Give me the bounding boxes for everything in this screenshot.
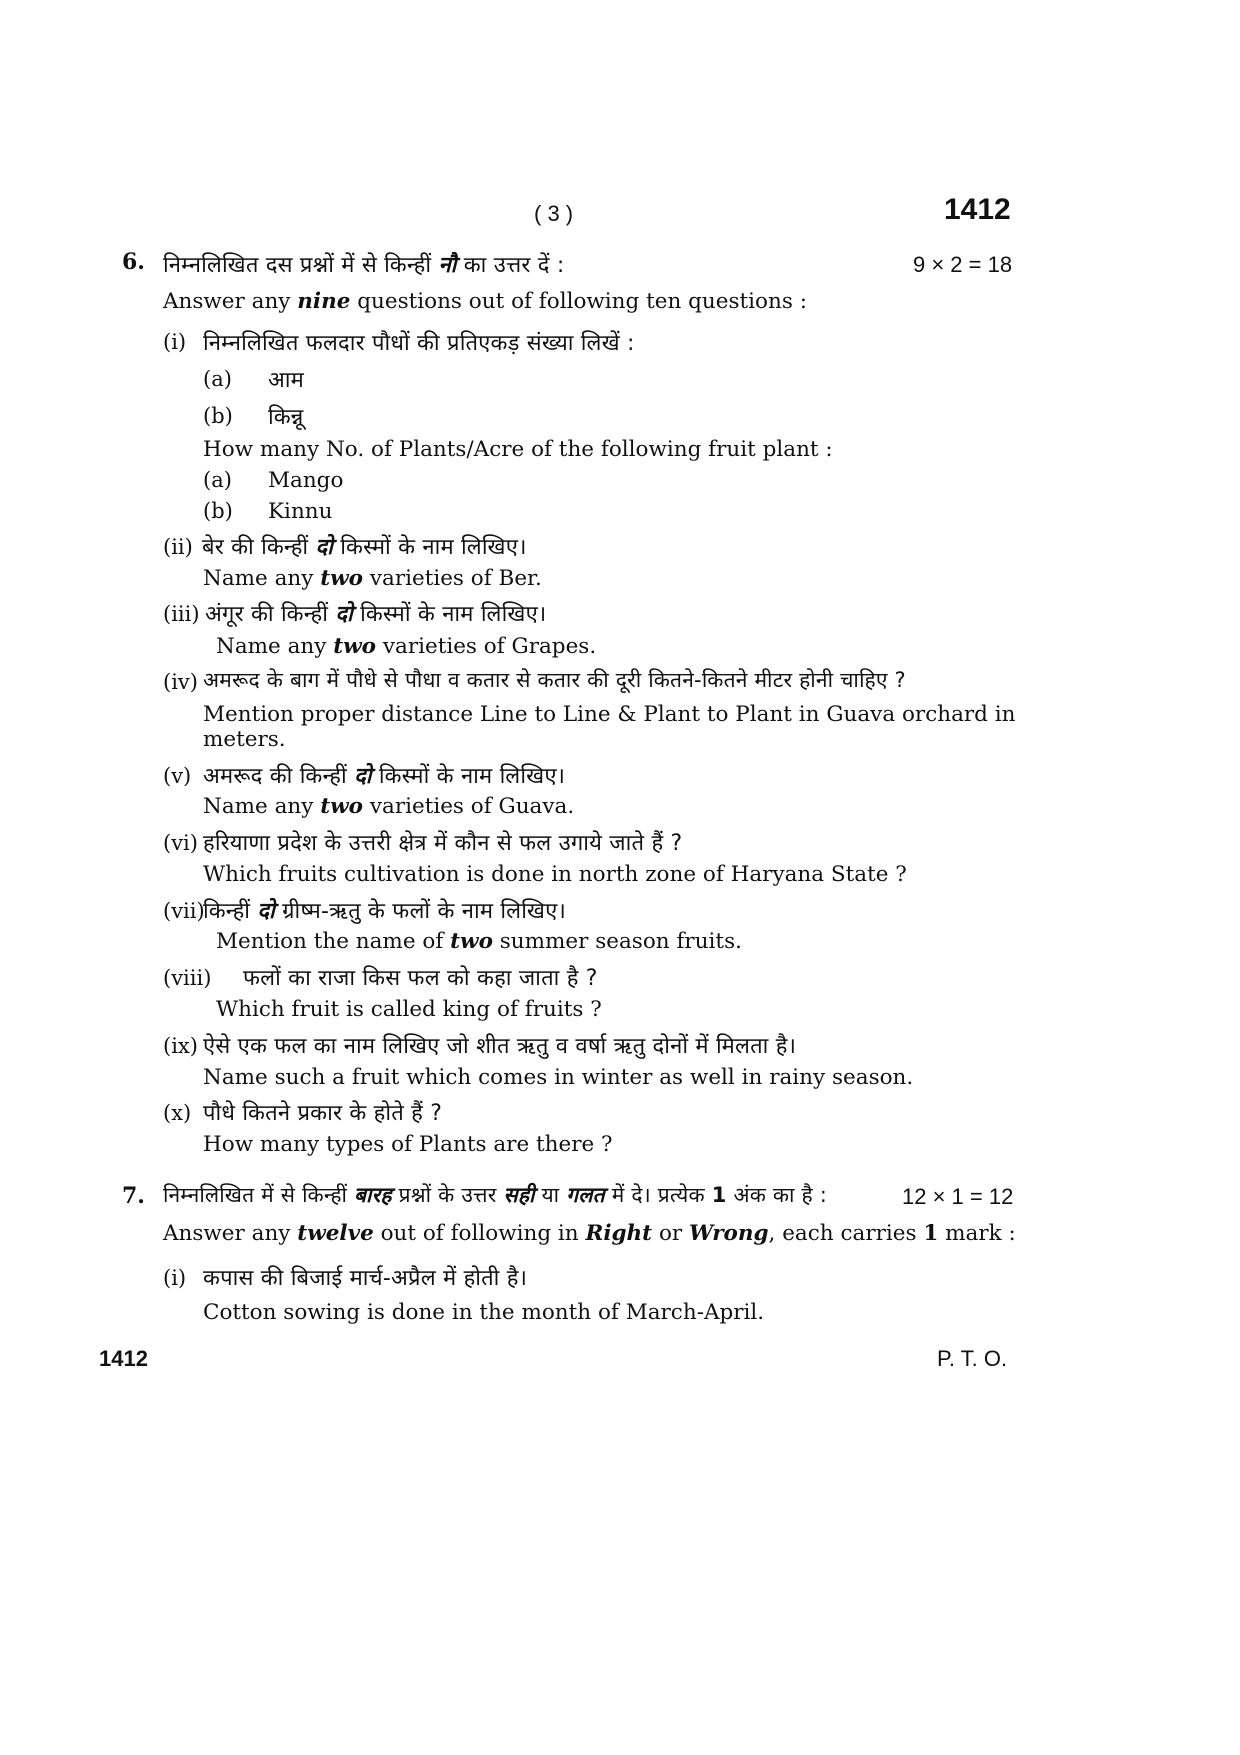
text: varieties of Guava. [363, 794, 575, 819]
subquestion-text-hindi: कपास की बिजाई मार्च-अप्रैल में होती है। [203, 1266, 528, 1291]
paper-code-footer: 1412 [99, 1346, 148, 1371]
marks-allocation: 12 × 1 = 12 [902, 1184, 1014, 1209]
subquestion-text-english [203, 566, 542, 591]
text: summer season fruits. [492, 929, 742, 954]
subquestion-text-english: Name such a fruit which comes in winter as well in rainy season. [203, 1065, 914, 1090]
text: अंक का है : [726, 1183, 828, 1207]
subquestion-text-english: Which fruits cultivation is done in north zone of Haryana State ? [203, 862, 907, 887]
emphasis: दो [354, 764, 372, 789]
emphasis: गलत [566, 1183, 605, 1207]
emphasis: two [450, 929, 493, 954]
subquestion-number: (ii) [163, 535, 193, 559]
marks-allocation: 9 × 2 = 18 [913, 252, 1013, 277]
option-label: (a) [203, 367, 232, 391]
subquestion-text-hindi: निम्नलिखित फलदार पौधों की प्रतिएकड़ संख्या लिखें : [203, 331, 635, 356]
text: or [652, 1221, 690, 1246]
text: किस्मों के नाम लिखिए। [333, 535, 527, 560]
option-text-hindi: आम [268, 368, 305, 393]
emphasis: 1 [923, 1221, 939, 1246]
emphasis: सही [503, 1183, 535, 1207]
subquestion-number: (vii) [163, 899, 205, 923]
text: varieties of Ber. [363, 566, 542, 591]
subquestion-text-hindi [205, 598, 546, 628]
text: किस्मों के नाम लिखिए। [352, 602, 547, 627]
text: बेर की किन्हीं [202, 535, 316, 560]
text: Name any [216, 634, 334, 659]
question-text-english [163, 1221, 1016, 1246]
subquestion-number: (v) [163, 764, 192, 788]
emphasis: Wrong [689, 1221, 769, 1246]
text: ग्रीष्म-ऋतु के फलों के नाम लिखिए। [274, 899, 567, 924]
subquestion-text-english: Mention proper distance Line to Line & Plant to Plant in Guava orchard in [203, 702, 1016, 727]
text: , each carries [768, 1221, 924, 1246]
text: का उत्तर दें : [456, 253, 565, 278]
emphasis: दो [257, 899, 275, 924]
subquestion-text-hindi [203, 895, 566, 925]
option-text-english: Kinnu [268, 499, 333, 524]
subquestion-number: (x) [163, 1101, 192, 1125]
subquestion-text-hindi: फलों का राजा किस फल को कहा जाता है ? [243, 966, 598, 991]
text: में दे। प्रत्येक [604, 1183, 712, 1207]
text: अमरूद की किन्हीं [203, 764, 355, 789]
subquestion-text-hindi [202, 531, 527, 561]
subquestion-number: (ix) [163, 1034, 198, 1058]
option-text-hindi: किन्नू [268, 405, 304, 430]
emphasis: Right [585, 1221, 653, 1246]
subquestion-text-hindi: हरियाणा प्रदेश के उत्तरी क्षेत्र में कौन से फल उगाये जाते हैं ? [203, 831, 683, 856]
subquestion-text-english [216, 929, 742, 954]
emphasis: two [320, 794, 364, 819]
text: या [534, 1183, 567, 1207]
subquestion-text-english [216, 634, 596, 659]
question-number: 7. [122, 1183, 145, 1209]
emphasis: बारह [353, 1183, 392, 1207]
subquestion-number: (iv) [163, 670, 198, 694]
emphasis: दो [335, 602, 353, 627]
subquestion-number: (viii) [163, 966, 212, 990]
text: Mention the name of [216, 929, 451, 954]
subquestion-text-english-cont: meters. [203, 727, 286, 752]
subquestion-text-hindi: अमरूद के बाग में पौधे से पौधा व कतार से कतार की दूरी कितने-कितने मीटर होनी चाहिए ? [203, 668, 906, 692]
subquestion-text-hindi [203, 760, 565, 790]
text: किन्हीं [203, 899, 258, 924]
emphasis: नौ [438, 253, 457, 278]
option-text-english: Mango [268, 468, 344, 493]
question-number: 6. [122, 249, 145, 275]
text: किस्मों के नाम लिखिए। [371, 764, 566, 789]
subquestion-number: (i) [163, 1266, 187, 1290]
subquestion-number: (iii) [163, 602, 200, 626]
emphasis: दो [315, 535, 334, 560]
subquestion-number: (vi) [163, 831, 198, 855]
subquestion-number: (i) [163, 330, 187, 354]
subquestion-text-hindi: ऐसे एक फल का नाम लिखिए जो शीत ऋतु व वर्षा ऋतु दोनों में मिलता है। [203, 1034, 797, 1059]
text: questions out of following ten questions : [350, 289, 807, 314]
text: निम्नलिखित में से किन्हीं [163, 1183, 354, 1207]
text: Name any [203, 794, 321, 819]
text: out of following in [373, 1221, 586, 1246]
subquestion-text-hindi: पौधे कितने प्रकार के होते हैं ? [203, 1101, 443, 1126]
paper-code-header: 1412 [944, 193, 1011, 226]
text: Answer any [163, 289, 298, 314]
subquestion-text-english [203, 794, 574, 819]
option-label: (a) [203, 468, 232, 492]
text: प्रश्नों के उत्तर [391, 1183, 504, 1207]
emphasis: two [333, 634, 377, 659]
question-text-hindi [163, 1181, 827, 1209]
please-turn-over: P. T. O. [937, 1346, 1008, 1371]
subquestion-text-english: How many types of Plants are there ? [203, 1132, 613, 1157]
page-number: ( 3 ) [534, 201, 574, 226]
text: अंगूर की किन्हीं [205, 602, 336, 627]
emphasis: twelve [297, 1221, 374, 1246]
question-text-hindi [163, 249, 564, 279]
option-label: (b) [203, 404, 233, 428]
emphasis: 1 [711, 1183, 727, 1207]
text: mark : [938, 1221, 1016, 1246]
text: varieties of Grapes. [376, 634, 597, 659]
text: निम्नलिखित दस प्रश्नों में से किन्हीं [163, 253, 439, 278]
subquestion-text-english: How many No. of Plants/Acre of the following fruit plant : [203, 437, 833, 462]
subquestion-text-english: Which fruit is called king of fruits ? [216, 997, 602, 1022]
emphasis: nine [297, 289, 351, 314]
subquestion-text-english: Cotton sowing is done in the month of March-April. [203, 1300, 765, 1325]
emphasis: two [320, 566, 364, 591]
question-text-english [163, 289, 807, 314]
text: Name any [203, 566, 321, 591]
option-label: (b) [203, 499, 233, 523]
text: Answer any [163, 1221, 298, 1246]
